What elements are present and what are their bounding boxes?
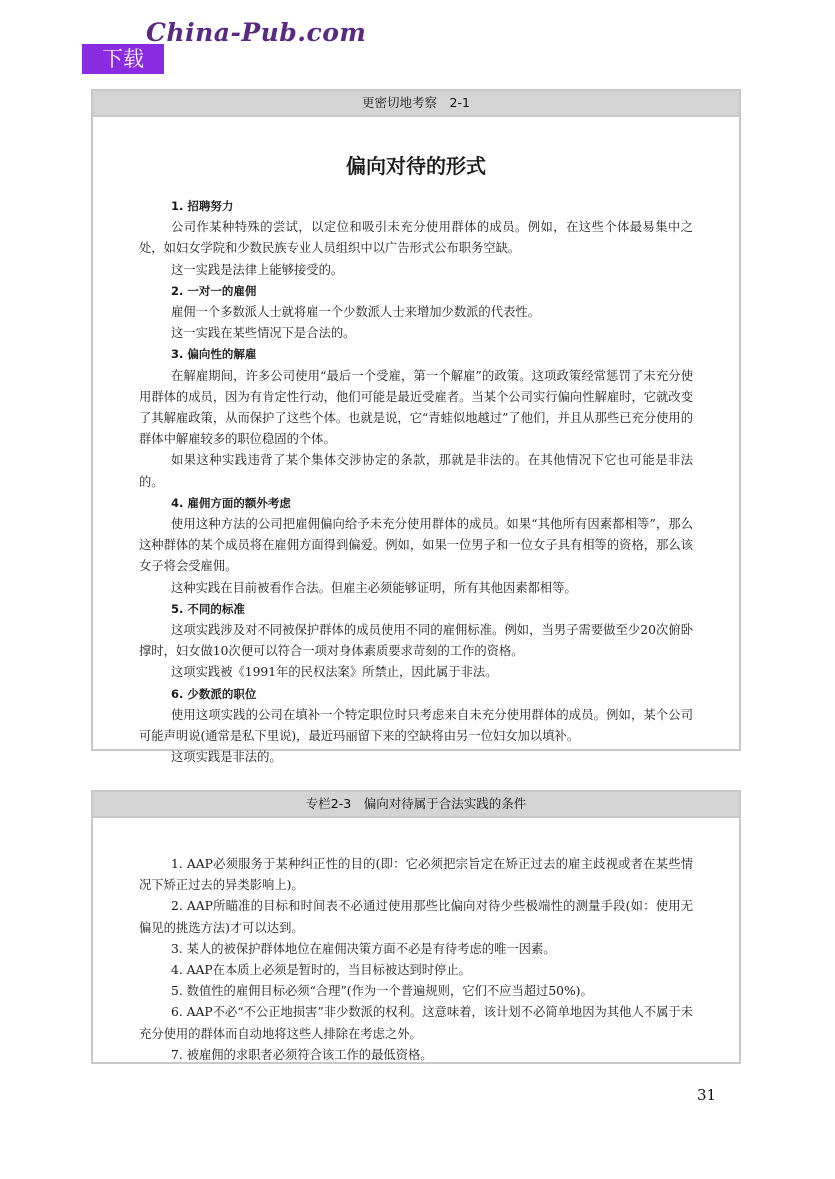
sidebar-box [91,790,741,1064]
condition-item: 1. AAP必须服务于某种纠正性的目的(即：它必须把宗旨定在矫正过去的雇主歧视或者在某些情况下矫正过去的异类影响上)。 [139,857,693,893]
paragraph: 这项实践是非法的。 [171,750,282,765]
paragraph: 使用这种方法的公司把雇佣偏向给予未充分使用群体的成员。如果“其他所有因素都相等”，那么这种群体的某个成员将在雇佣方面得到偏爱。例如，如果一位男子和一位女子具有相等的资格，那么该女子将会受雇佣。 [139,517,693,574]
sidebar-header: 专栏2-3 偏向对待属于合法实践的条件 [93,792,739,818]
section-heading: 2. 一对一的雇佣 [171,283,257,298]
condition-item: 7. 被雇佣的求职者必须符合该工作的最低资格。 [171,1047,433,1062]
paragraph: 这一实践是法律上能够接受的。 [171,262,344,277]
closer-look-title: 偏向对待的形式 [346,154,486,178]
section-heading: 3. 偏向性的解雇 [171,347,257,362]
page-number: 31 [697,1086,717,1104]
condition-item: 4. AAP在本质上必须是暂时的，当目标被达到时停止。 [171,963,471,978]
condition-item: 6. AAP不必“不公正地损害”非少数派的权利。这意味着，该计划不必简单地因为其他人不属于未充分使用的群体而自动地将这些人排除在考虑之外。 [139,1005,693,1041]
paragraph: 这项实践被《1991年的民权法案》所禁止，因此属于非法。 [171,665,498,680]
china-pub-logo [82,18,382,74]
condition-item: 3. 某人的被保护群体地位在雇佣决策方面不必是有待考虑的唯一因素。 [171,941,556,956]
closer-look-content [93,196,739,768]
paragraph: 雇佣一个多数派人士就将雇一个少数派人士来增加少数派的代表性。 [171,305,540,320]
condition-item: 5. 数值性的雇佣目标必须“合理”(作为一个普遍规则，它们不应当超过50%)。 [171,984,593,999]
download-badge: 下载 [82,44,164,74]
paragraph: 在解雇期间，许多公司使用“最后一个受雇，第一个解雇”的政策。这项政策经常惩罚了未充分使用群体的成员，因为有肯定性行动，他们可能是最近受雇者。当某个公司实行偏向性解雇时，它就改变了其解雇政策，从而保护了这些个体。也就是说，它“青蛙似地越过”了他们，并且从那些已充分使用的群体中解雇较多的职位稳固的个体。 [139,368,693,447]
condition-item: 2. AAP所瞄准的目标和时间表不必通过使用那些比偏向对待少些极端性的测量手段(如：使用无偏见的挑选方法)才可以达到。 [139,899,693,935]
closer-look-box [91,89,741,765]
section-heading: 4. 雇佣方面的额外考虑 [171,495,291,510]
logo-text: China-Pub.com [146,18,367,47]
section-heading: 6. 少数派的职位 [171,686,257,701]
paragraph: 这项实践涉及对不同被保护群体的成员使用不同的雇佣标准。例如，当男子需要做至少20次俯卧撑时，妇女做10次便可以符合一项对身体素质要求苛刻的工作的资格。 [139,623,693,659]
sidebar-content [93,854,739,1066]
section-heading: 1. 招聘努力 [171,199,234,213]
paragraph: 如果这种实践违背了某个集体交涉协定的条款，那就是非法的。在其他情况下它也可能是非法的。 [139,453,693,489]
paragraph: 使用这项实践的公司在填补一个特定职位时只考虑来自未充分使用群体的成员。例如，某个公司可能声明说(通常是私下里说)，最近玛丽留下来的空缺将由另一位妇女加以填补。 [139,707,693,744]
section-heading: 5. 不同的标准 [171,601,245,616]
paragraph: 这种实践在目前被看作合法。但雇主必须能够证明，所有其他因素都相等。 [171,580,577,595]
paragraph: 这一实践在某些情况下是合法的。 [171,326,356,341]
closer-look-header: 更密切地考察 2-1 [93,91,739,117]
paragraph: 公司作某种特殊的尝试，以定位和吸引未充分使用群体的成员。例如，在这些个体最易集中之处，如妇女学院和少数民族专业人员组织中以广告形式公布职务空缺。 [139,220,693,256]
